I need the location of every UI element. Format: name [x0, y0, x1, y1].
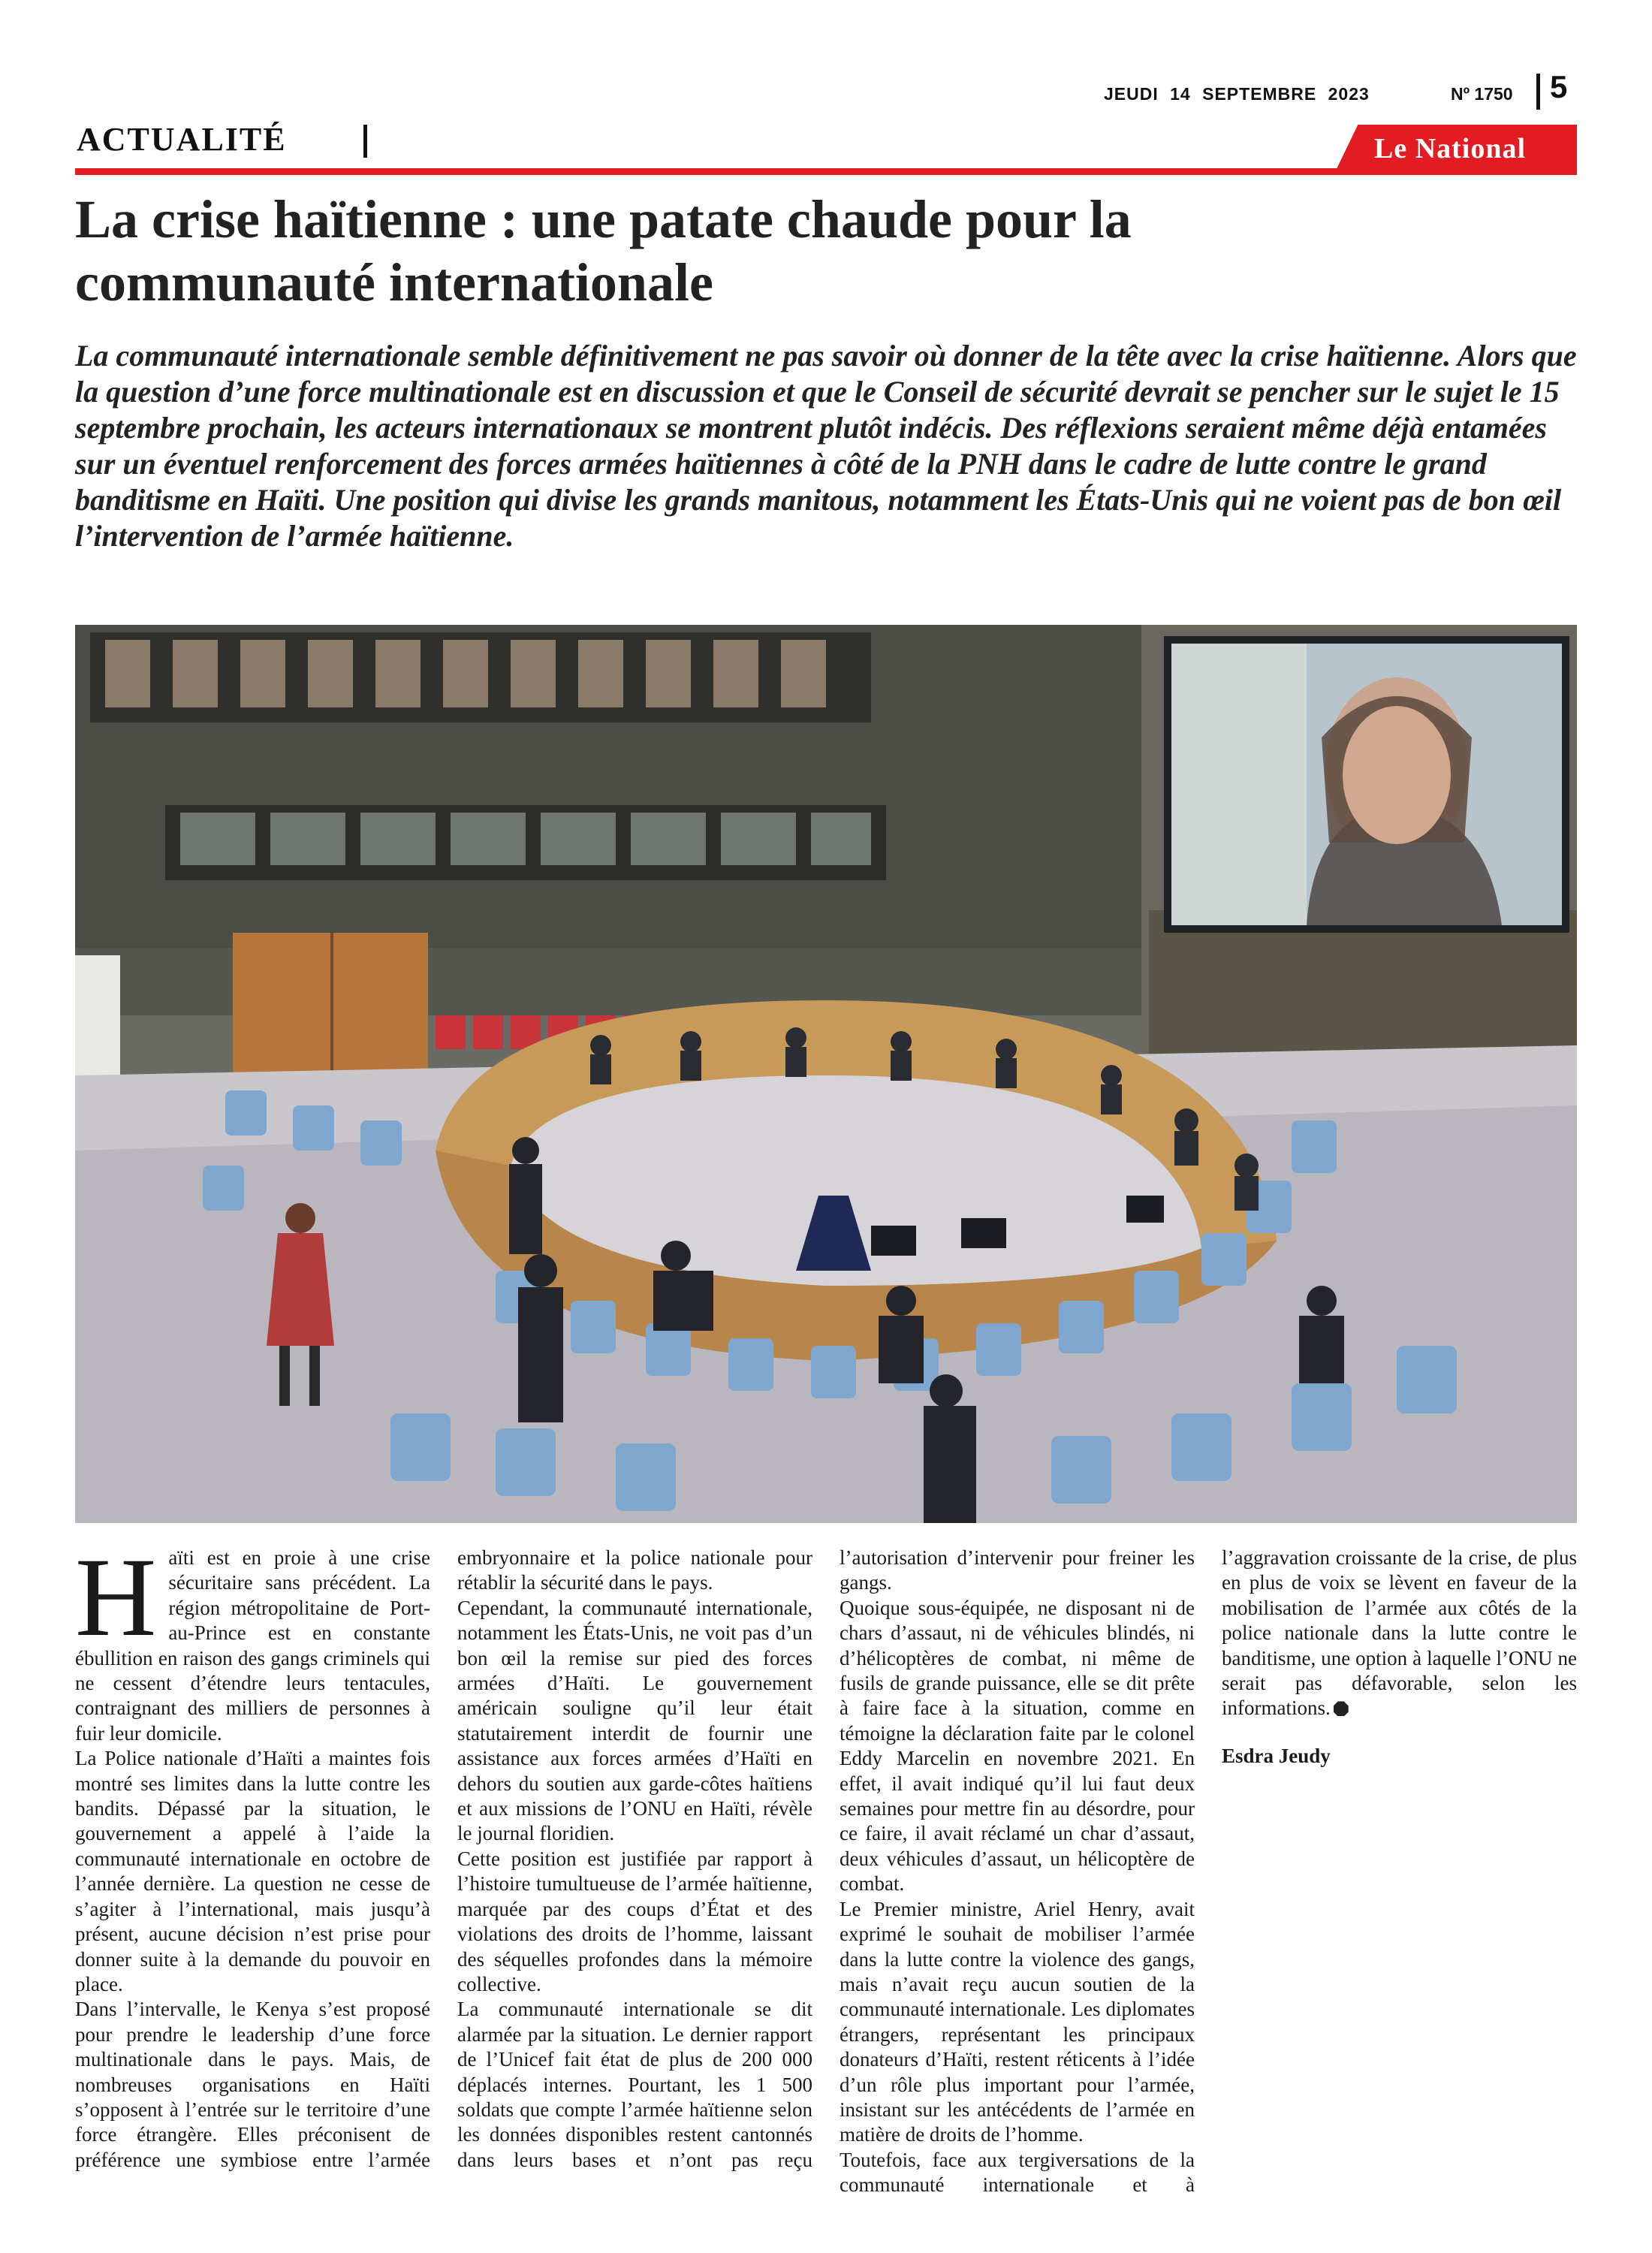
paragraph-7: Quoique sous-équipée, ne disposant ni de chars d’assaut, ni de véhicules blindés, ni d’hélicoptères de combat, ni même de fusils de grande puissance, elle se dit prête à faire face à la situation, comme en témoigne la déclaration faite par le colonel Eddy Marcelin en novembre 2021. En effet, il avait indiqué qu’il lui faut deux semaines pour mettre fin au désordre, pour ce faire, il avait réclamé un char d’assaut, deux véhicules d’assaut, un hélicoptère de combat.	[840, 1596, 1195, 1896]
article-lead: La communauté internationale semble définitivement ne pas savoir où donner de la tête avec la crise haïtienne. Alors que la question d’une force multinationale est en discussion et que le Conseil de sécurité devrait se pencher sur le sujet le 15 septembre prochain, les acteurs internationaux se montrent plutôt indécis. Des réflexions seraient même déjà entamées sur un éventuel renforcement des forces armées haïtiennes à côté de la PNH dans le cadre de lutte contre le grand banditisme en Haïti. Une position qui divise les grands manitous, notamment les États-Unis qui ne voient pas de bon œil l’intervention de l’armée haïtienne.	[75, 339, 1577, 553]
paragraph-8: Le Premier ministre, Ariel Henry, avait exprimé le souhait de mobiliser l’armée dans la lutte contre la violence des gangs, mais n’avait reçu aucun soutien de la communauté internationale. Les diplomates étrangers, représentant les principaux donateurs d’Haïti, restent réticents à l’idée d’un rôle plus important pour l’armée, insistant sur les antécédents de l’armée en matière de droits de l’homme.	[840, 1897, 1195, 2146]
issue-number: Nº 1750	[1451, 84, 1513, 104]
paragraph-4: Cependant, la communauté internationale, notamment les États-Unis, ne voit pas d’un bon œil la remise sur pied des forces armées d’Haïti. Le gouvernement américain souligne qu’il leur était statutairement interdit de fournir une assistance aux forces armées d’Haïti en dehors du soutien aux garde-côtes haïtiens et aux missions de l’ONU en Haïti, révèle le journal floridien.	[457, 1596, 812, 1845]
page-number: 5	[1550, 69, 1568, 104]
paragraph-3: Dans l’intervalle, le Kenya s’est proposé pour prendre le leadership d’une force multinationale dans le pays. Mais, de nombreuses organisations en Haïti s’opposent à l’entrée sur le territoire d’une force étrangère. Elles préconisent de préférence une symbiose entre l’armée embryonnaire et la police nationale pour rétablir la sécurité dans le pays.	[75, 1546, 812, 2171]
un-security-council-chamber-photo	[75, 625, 1577, 1523]
paragraph-9-text: Toutefois, face aux tergiversations de la communauté internationale et à l’aggravation croissante de la crise, de plus en plus de voix se lèvent en faveur de la mobilisation de l’armée aux côtés de la police nationale dans la lutte contre le banditisme, une option à laquelle l’ONU ne serait pas défavorable, selon les informations.	[840, 1546, 1577, 2197]
section-divider	[363, 125, 367, 158]
brand-name: Le National	[1374, 133, 1527, 164]
header-divider	[1536, 74, 1540, 110]
article-author: Esdra Jeudy	[1222, 1744, 1331, 1767]
issue-date: JEUDI 14 SEPTEMBRE 2023	[1104, 84, 1370, 104]
headline-line-2: communauté internationale	[75, 252, 713, 312]
article-photo	[75, 625, 1577, 1523]
paragraph-6: La communauté internationale se dit alarmée par la situation. Le dernier rapport de l’Unicef fait état de plus de 200 000 déplacés internes. Pourtant, les 1 500 soldats que compte l’armée haïtienne selon les données disponibles restent cantonnés dans leurs bases et n’ont pas reçu l’autorisation d’intervenir pour freiner les gangs.	[457, 1546, 1195, 2171]
end-mark-icon	[1334, 1701, 1349, 1716]
header-rule	[75, 168, 1577, 175]
paragraph-1-text: aïti est en proie à une crise sécuritaire sans précédent. La région métropolitaine de Port-au-Prince est en constante ébullition en raison des gangs criminels qui ne cessent d’étendre leurs tentacules, contraignant des milliers de personnes à fuir leur domicile.	[75, 1546, 430, 1745]
article-body	[75, 1535, 1577, 2221]
section-label: ACTUALITÉ	[77, 121, 287, 158]
paragraph-1	[75, 1535, 430, 1746]
paragraph-2: La Police nationale d’Haïti a maintes fois montré ses limites dans la lutte contre les bandits. Dépassé par la situation, le gouvernement a appelé à l’aide la communauté internationale en octobre de l’année dernière. La question ne cesse de s’agiter à l’international, mais jusqu’à présent, aucune décision n’est prise pour donner suite à la demande du pouvoir en place.	[75, 1747, 430, 1995]
article-headline	[75, 188, 1577, 314]
headline-line-1: La crise haïtienne : une patate chaude pour la	[75, 189, 1132, 249]
drop-cap: H	[75, 1535, 157, 1660]
paragraph-5: Cette position est justifiée par rapport à l’histoire tumultueuse de l’armée haïtienne, marquée par des coups d’État et des violations des droits de l’homme, laissant des séquelles profondes dans la mémoire collective.	[457, 1847, 812, 1995]
